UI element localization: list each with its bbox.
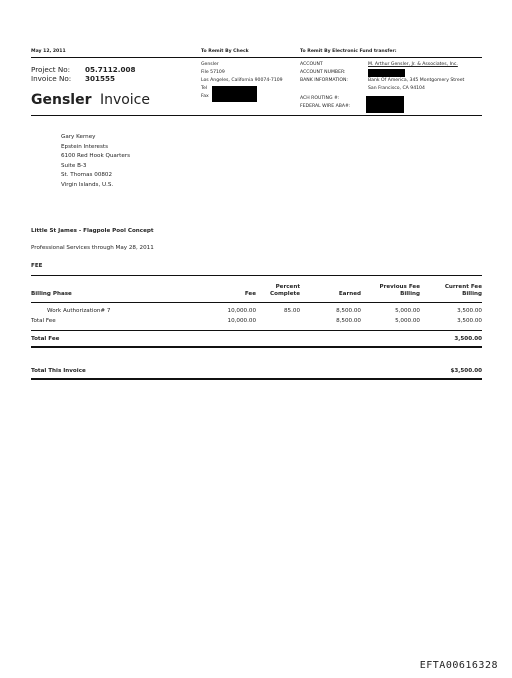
check-tel-label: Tel bbox=[201, 86, 208, 91]
table-row-percent: 85.00 bbox=[283, 308, 300, 314]
address-line: Suite B-3 bbox=[61, 162, 87, 169]
header-rule bbox=[31, 57, 482, 58]
invoice-number: 301555 bbox=[85, 74, 116, 83]
project-title: Little St James - Flagpole Pool Concept bbox=[31, 228, 154, 234]
remit-check-title: To Remit By Check bbox=[201, 49, 249, 54]
table-row-previous: 5,000.00 bbox=[395, 308, 420, 314]
fee-section-label: FEE bbox=[31, 263, 43, 269]
logo-word: Invoice bbox=[99, 92, 150, 108]
header-previous-billing: Billing bbox=[400, 291, 420, 297]
gensler-logo bbox=[31, 92, 150, 108]
table-total-earned: 8,500.00 bbox=[336, 318, 361, 324]
table-total-current: 3,500.00 bbox=[457, 318, 482, 324]
header-percent: Percent bbox=[275, 284, 300, 290]
header-previous-fee: Previous Fee bbox=[379, 284, 420, 290]
table-total-fee: 10,000.00 bbox=[227, 318, 256, 324]
invoice-label: Invoice No: bbox=[31, 74, 72, 83]
header-bottom-rule bbox=[31, 115, 482, 116]
total-fee-rule bbox=[31, 346, 482, 348]
total-fee-label: Total Fee bbox=[31, 336, 60, 342]
check-address-2: File 57109 bbox=[201, 70, 225, 75]
total-invoice-value: $3,500.00 bbox=[450, 368, 482, 374]
table-row-earned: 8,500.00 bbox=[336, 308, 361, 314]
table-row-phase: Work Authorization# 7 bbox=[47, 308, 111, 314]
address-line: Gary Kerney bbox=[61, 134, 96, 140]
section-rule bbox=[31, 275, 482, 276]
table-total-previous: 5,000.00 bbox=[395, 318, 420, 324]
invoice-date: May 12, 2011 bbox=[31, 49, 66, 54]
total-fee-value: 3,500.00 bbox=[454, 336, 482, 342]
table-row-current: 3,500.00 bbox=[457, 308, 482, 314]
address-line: Epstein Interests bbox=[61, 143, 108, 150]
check-fax-label: Fax bbox=[201, 94, 209, 99]
check-address-1: Gensler bbox=[201, 62, 219, 67]
logo-brand: Gensler bbox=[31, 92, 92, 108]
header-billing-phase: Billing Phase bbox=[31, 291, 72, 297]
header-earned: Earned bbox=[338, 291, 361, 297]
redaction-block bbox=[368, 69, 405, 77]
eft-label-bank: BANK INFORMATION: bbox=[300, 78, 348, 83]
eft-label-account: ACCOUNT bbox=[300, 62, 323, 67]
table-header-rule bbox=[31, 302, 482, 303]
eft-bank-line-1: Bank Of America, 345 Montgomery Street bbox=[368, 78, 465, 83]
project-number: 05.7112.008 bbox=[85, 65, 136, 74]
address-line: 6100 Red Hook Quarters bbox=[61, 153, 131, 159]
header-current-fee: Current Fee bbox=[444, 284, 482, 290]
redaction-block bbox=[212, 86, 257, 102]
eft-account-name: M. Arthur Gensler, Jr. & Associates, Inc. bbox=[368, 62, 458, 67]
eft-label-wire: FEDERAL WIRE ABA#: bbox=[300, 104, 351, 109]
project-label: Project No: bbox=[31, 65, 71, 74]
eft-bank-line-2: San Francisco, CA 94104 bbox=[368, 86, 425, 91]
total-invoice-rule bbox=[31, 378, 482, 380]
remit-eft-title: To Remit By Electronic Fund transfer: bbox=[300, 49, 397, 54]
address-line: Virgin Islands, U.S. bbox=[61, 181, 114, 188]
header-complete: Complete bbox=[270, 291, 300, 297]
check-address-3: Los Angeles, California 90074-7109 bbox=[201, 78, 283, 83]
redaction-block bbox=[366, 96, 404, 113]
document-id: EFTA00616328 bbox=[419, 660, 498, 671]
eft-label-account-number: ACCOUNT NUMBER: bbox=[300, 70, 346, 75]
table-rule bbox=[31, 330, 482, 331]
address-line: St. Thomas 00802 bbox=[61, 172, 113, 178]
table-row-fee: 10,000.00 bbox=[227, 308, 256, 314]
table-total-phase: Total Fee bbox=[31, 318, 56, 324]
services-period: Professional Services through May 28, 2011 bbox=[31, 245, 154, 251]
total-invoice-label: Total This Invoice bbox=[31, 368, 86, 374]
header-fee: Fee bbox=[244, 291, 256, 297]
header-current-billing: Billing bbox=[462, 291, 482, 297]
eft-label-ach: ACH ROUTING #: bbox=[300, 96, 340, 101]
